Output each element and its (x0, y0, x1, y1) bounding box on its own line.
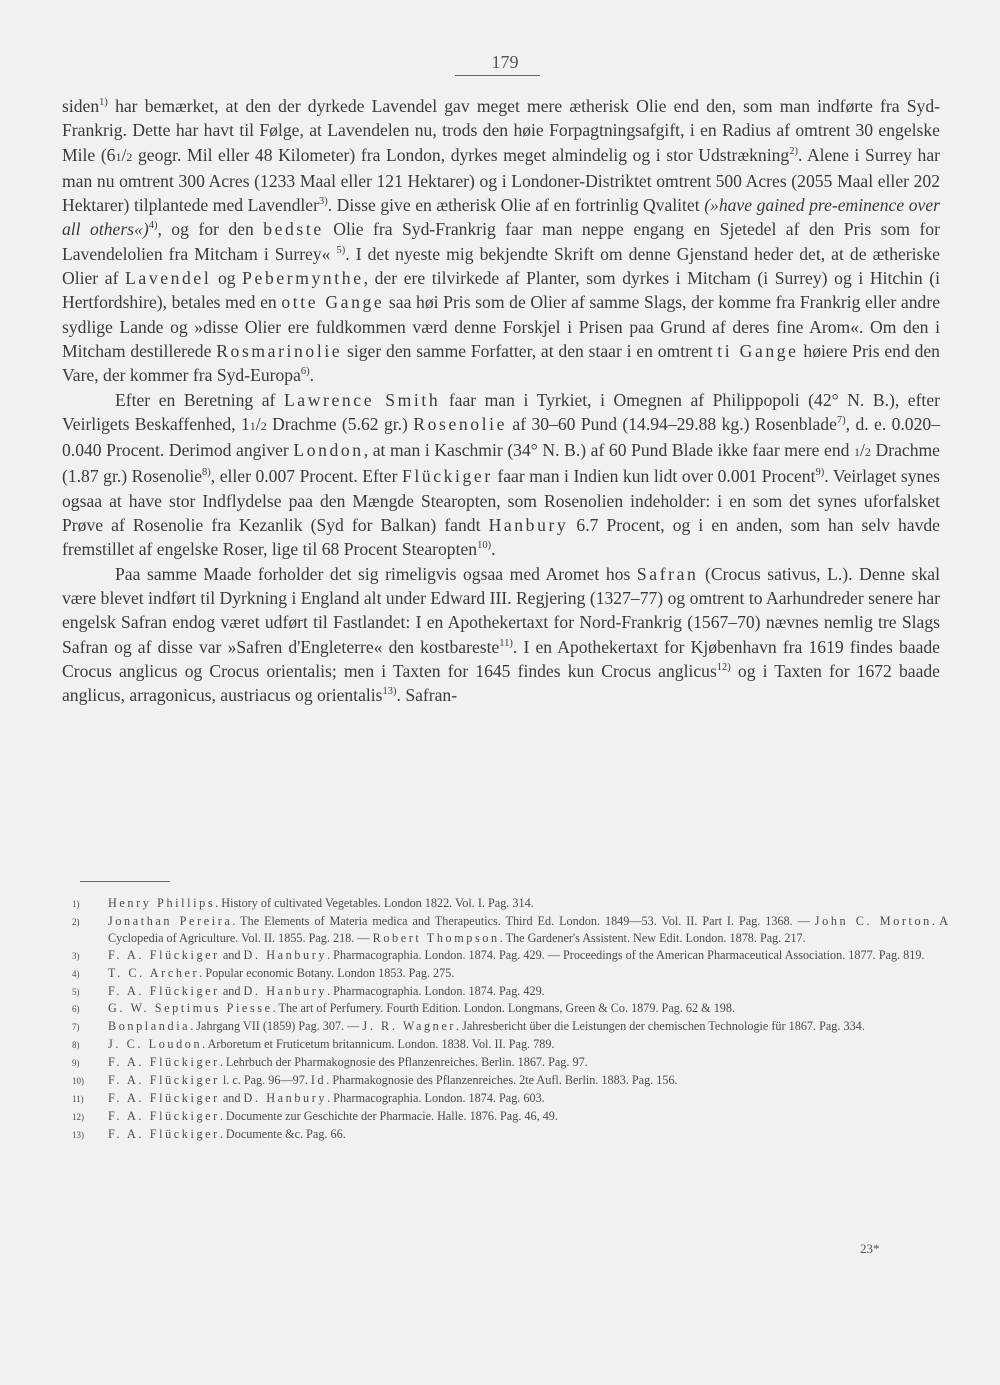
footnote-number: 6) (72, 1004, 80, 1015)
text-run: . Pharmakognosie des Pflanzenreiches. 2te Aufl. Berlin. 1883. Pag. 156. (326, 1073, 678, 1088)
footnote-reference: 10) (477, 540, 492, 552)
footnote-text (108, 913, 948, 947)
text-run: T. C. Archer (108, 965, 200, 980)
text-run: D. Hanbury (243, 983, 328, 998)
text-run: . Jahresbericht über die Leistungen der chemischen Technologie für 1867. Pag. 334. (456, 1019, 865, 1034)
text-run: , der ere tilvirkede af Planter, som dyrkes i Mitcham (i Surrey) og i Hitchin (i Hertfordshire), betales med en (62, 268, 941, 313)
text-run: F. A. Flückiger (108, 1073, 220, 1088)
text-run: l. c. Pag. 96—97. (219, 1073, 311, 1088)
text-run: har bemærket, at den der dyrkede Lavendel gav meget mere ætherisk Olie end den, som man indførte fra Syd-Frankrig. Dette har havt til Følge, at Lavendelen nu, trods den høie Forpagtningsafgift, i en Radius af omtrent 30 engelske Mile (6 (62, 96, 940, 165)
text-run: F. A. Flückiger (108, 1126, 220, 1141)
footnote-number: 12) (72, 1111, 84, 1122)
text-run: . History of cultivated Vegetables. London 1822. Vol. I. Pag. 314. (215, 896, 534, 910)
text-run: J. C. Loudon (108, 1037, 203, 1052)
text-run: Lawrence Smith (283, 389, 441, 410)
text-run: / (121, 144, 127, 165)
text-run: Henry Phillips (108, 896, 216, 910)
text-run: , d. e. 0.020–0.040 Procent. Derimod angiver (62, 413, 940, 461)
footnote (72, 1072, 948, 1090)
footnote (72, 913, 948, 947)
text-run: Pebermynthe (242, 268, 364, 289)
text-run: 2 (864, 445, 871, 460)
text-run: , eller 0.007 Procent. Efter (210, 466, 402, 487)
text-run: og (211, 268, 243, 289)
text-run: 1 (115, 149, 122, 164)
text-run: Rosenolie (413, 413, 508, 434)
text-run: F. A. Flückiger (108, 983, 220, 998)
text-run: F. A. Flückiger (108, 1108, 220, 1123)
footnote-reference: 12) (716, 661, 731, 673)
text-run: Drachme (1.87 gr.) Rosenolie (62, 440, 940, 487)
footnote-reference: 11) (499, 637, 513, 649)
text-run: , at man i Kaschmir (34° N. B.) af 60 Pund Blade ikke faar mere end (363, 440, 855, 461)
text-run: ti Gange (717, 340, 799, 361)
paragraph (62, 562, 940, 708)
text-run: Efter en Beretning af (115, 389, 284, 410)
text-run: høiere Pris end den Vare, der kommer fra Syd-Europa (62, 340, 940, 386)
text-run: siden (62, 96, 100, 116)
text-run: faar man i Tyrkiet, i Omegnen af Philippopoli (42° N. B.), efter Veirligets Beskaffenhed, 1 (62, 389, 940, 434)
text-run: John C. Morton (814, 913, 932, 928)
text-run: 2 (126, 149, 133, 164)
footnote-number: 1) (72, 899, 80, 909)
footnote-separator (80, 881, 170, 882)
footnote-text (108, 947, 948, 965)
footnote-text (108, 1090, 948, 1108)
text-run: and (219, 983, 244, 998)
text-run: F. A. Flückiger (108, 1055, 220, 1070)
footnote-number: 9) (72, 1058, 80, 1069)
footnote (72, 895, 948, 913)
text-run: Flückiger (401, 466, 493, 487)
text-run: Hanbury (488, 515, 569, 536)
text-run: G. W. Septimus Piesse (108, 1001, 273, 1016)
text-run: Drachme (5.62 gr.) (266, 413, 414, 434)
footnote-reference: 13) (382, 686, 397, 698)
text-run: D. Hanbury (243, 947, 328, 962)
footnote-text (108, 1072, 948, 1090)
text-run: . I det nyeste mig bekjendte Skrift om denne Gjenstand heder det, at de ætheriske Olier af (62, 243, 940, 289)
text-run: geogr. Mil eller 48 Kilometer) fra London, dyrkes meget almindelig og i stor Udstrækning (132, 144, 790, 165)
text-run: . Arboretum et Fruticetum britannicum. London. 1838. Vol. II. Pag. 789. (202, 1037, 555, 1052)
footnote (72, 947, 948, 965)
text-run: 2 (260, 418, 267, 433)
footnote (72, 983, 948, 1001)
text-run: F. A. Flückiger (108, 1090, 220, 1105)
text-run: . A Cyclopedia of Agriculture. Vol. II. 1855. Pag. 218. — (108, 913, 949, 945)
text-run: otte Gange (281, 292, 385, 313)
text-run: (Crocus sativus, L.). Denne skal være blevet indført til Dyrkning i England alt under Edward III. Regjering (1327–77) og omtrent to Aarhundreder senere har engelsk Safran endog været udført til Fastlandet: I en Apothekertaxt for Nord-Frankrig (1567–70) nævnes nemlig tre Slags Safran og af disse var »Safren d'Engleterre« den kostbareste (62, 563, 940, 657)
footnote (72, 965, 948, 983)
text-run: . Safran- (396, 685, 458, 706)
text-run: / (255, 413, 261, 434)
text-run: , og for den (157, 219, 264, 240)
footnote-reference: 6) (300, 366, 310, 378)
footnote-reference: 7) (836, 415, 846, 426)
footnote (72, 1000, 948, 1018)
text-run: Olie fra Syd-Frankrig faar man neppe engang en Sjetedel af den Pris som for Lavendelolien fra Mitcham i Surrey« (62, 219, 940, 264)
text-run: Bonplandia (108, 1019, 191, 1034)
footnote-number: 5) (72, 986, 80, 997)
text-run: Safran (636, 563, 699, 584)
text-run: . Pharmacographia. London. 1874. Pag. 429. — Proceedings of the American Pharmaceutical Association. 1877. Pag. 819. (327, 947, 925, 962)
footnote (72, 1126, 948, 1144)
footnote-number: 4) (72, 968, 80, 979)
footnote-number: 13) (72, 1129, 84, 1140)
text-run: J. R. Wagner (362, 1019, 457, 1034)
page-number-rule (455, 75, 540, 76)
text-run: . Jahrgang VII (1859) Pag. 307. — (190, 1019, 363, 1034)
text-run: 6.7 Procent, og i en anden, som han selv havde fremstillet af engelske Roser, lige til 68 Procent Stearopten (62, 515, 940, 560)
footnote (72, 1054, 948, 1072)
footnote-reference: 4) (148, 220, 158, 232)
text-run: Id (310, 1073, 327, 1088)
footnote-text (108, 1018, 948, 1036)
text-run: faar man i Indien kun lidt over 0.001 Procent (492, 466, 816, 487)
text-run: . Documente zur Geschichte der Pharmacie. Halle. 1876. Pag. 46, 49. (219, 1108, 558, 1123)
footnote-text (108, 1108, 948, 1126)
footnote-number: 3) (72, 950, 80, 961)
footnote (72, 1108, 948, 1126)
footnote-text (108, 1054, 948, 1072)
text-run: saa høi Pris som de Olier af samme Slags, der komme fra Frankrig eller andre sydlige Lande og »disse Olier ere fuldkommen værd denne Forskjel i Prisen paa Grund af deres fine Arom«. Om den i Mitcham destillerede (62, 292, 941, 361)
text-run: 1 (249, 418, 256, 433)
footnote-text (108, 983, 948, 1001)
text-run: . (309, 365, 315, 386)
text-run: . Documente &c. Pag. 66. (219, 1126, 346, 1141)
footnote-text (108, 1126, 948, 1144)
footnote-number: 2) (72, 916, 80, 927)
text-run: D. Hanbury (243, 1090, 328, 1105)
text-run: . The art of Perfumery. Fourth Edition. London. Longmans, Green & Co. 1879. Pag. 62 & 198. (272, 1001, 736, 1016)
footnote-reference: 3) (318, 196, 328, 208)
text-run: . Lehrbuch der Pharmakognosie des Pflanzenreiches. Berlin. 1867. Pag. 97. (219, 1055, 588, 1070)
footnote-text (108, 895, 948, 913)
text-run: siger den samme Forfatter, at den staar i en omtrent (342, 340, 718, 361)
text-run: bedste (263, 219, 324, 240)
footnote-number: 7) (72, 1022, 80, 1033)
footnote-reference: 8) (202, 467, 211, 479)
paragraph (62, 388, 940, 562)
footnote-reference: 1) (99, 97, 108, 109)
text-run: 1 (854, 445, 861, 460)
text-run: F. A. Flückiger (108, 947, 220, 962)
text-run: Paa samme Maade forholder det sig rimeligvis ogsaa med Aromet hos (115, 563, 637, 584)
footnote-reference: 2) (789, 145, 798, 157)
text-run: af 30–60 Pund (14.94–29.88 kg.) Rosenblade (507, 413, 837, 434)
paragraph (62, 94, 940, 388)
text-run: Jonathan Pereira (108, 913, 233, 928)
page-number: 179 (491, 52, 519, 72)
text-run: . Pharmacographia. London. 1874. Pag. 603. (327, 1090, 545, 1105)
text-run: og i Taxten for 1672 baade anglicus, arragonicus, austriacus og orientalis (62, 660, 940, 706)
body-text (62, 94, 940, 707)
footnote-text (108, 1036, 948, 1054)
footnote-number: 11) (72, 1093, 84, 1104)
footnote-number: 10) (72, 1076, 84, 1087)
footnote-number: 8) (72, 1040, 80, 1051)
text-run: . I en Apothekertaxt for Kjøbenhavn fra 1619 findes baade Crocus anglicus og Crocus orientalis; men i Taxten for 1645 findes kun Crocus anglicus (62, 636, 940, 681)
text-run: . Popular economic Botany. London 1853. Pag. 275. (199, 965, 455, 980)
footnote-text (108, 1000, 948, 1018)
text-run: and (219, 1090, 244, 1105)
footnote-reference: 5) (336, 244, 346, 256)
text-run: / (860, 440, 865, 461)
footnotes (72, 895, 948, 1144)
text-run: Rosmarinolie (216, 340, 343, 361)
text-run: . Alene i Surrey har man nu omtrent 300 Acres (1233 Maal eller 121 Hektarer) og i Londoner-Distriktet omtrent 500 Acres (2055 Maal eller 202 Hektarer) tilplantede med Lavendler (62, 144, 940, 216)
text-run: . The Gardener's Assistent. New Edit. London. 1878. Pag. 217. (499, 930, 806, 945)
footnote (72, 1090, 948, 1108)
footnote-reference: 9) (815, 467, 825, 479)
text-run: and (219, 947, 244, 962)
text-run: . Disse give en ætherisk Olie af en fortrinlig Qvalitet (327, 195, 705, 216)
text-run: . Pharmacographia. London. 1874. Pag. 429. (327, 983, 545, 998)
footnote-text (108, 965, 948, 983)
printer-signature: 23* (860, 1241, 880, 1256)
footnote (72, 1036, 948, 1054)
text-run: . Veirlaget synes ogsaa at have stor Indflydelse paa den Mængde Stearopten, som Rosenolien indeholder: i en som det synes uforfalsket Prøve af Rosenolie fra Kezanlik (Syd for Balkan) fandt (62, 466, 940, 536)
text-run: London (293, 440, 364, 461)
text-run: Lavendel (125, 268, 212, 289)
text-run: . (491, 539, 496, 560)
text-run: . The Elements of Materia medica and Therapeutics. Third Ed. London. 1849—53. Vol. II. Part I. Pag. 1368. — (232, 913, 815, 928)
text-run: (»have gained pre-eminence over all others«) (62, 195, 940, 240)
footnote (72, 1018, 948, 1036)
text-run: Robert Thompson (372, 930, 500, 945)
